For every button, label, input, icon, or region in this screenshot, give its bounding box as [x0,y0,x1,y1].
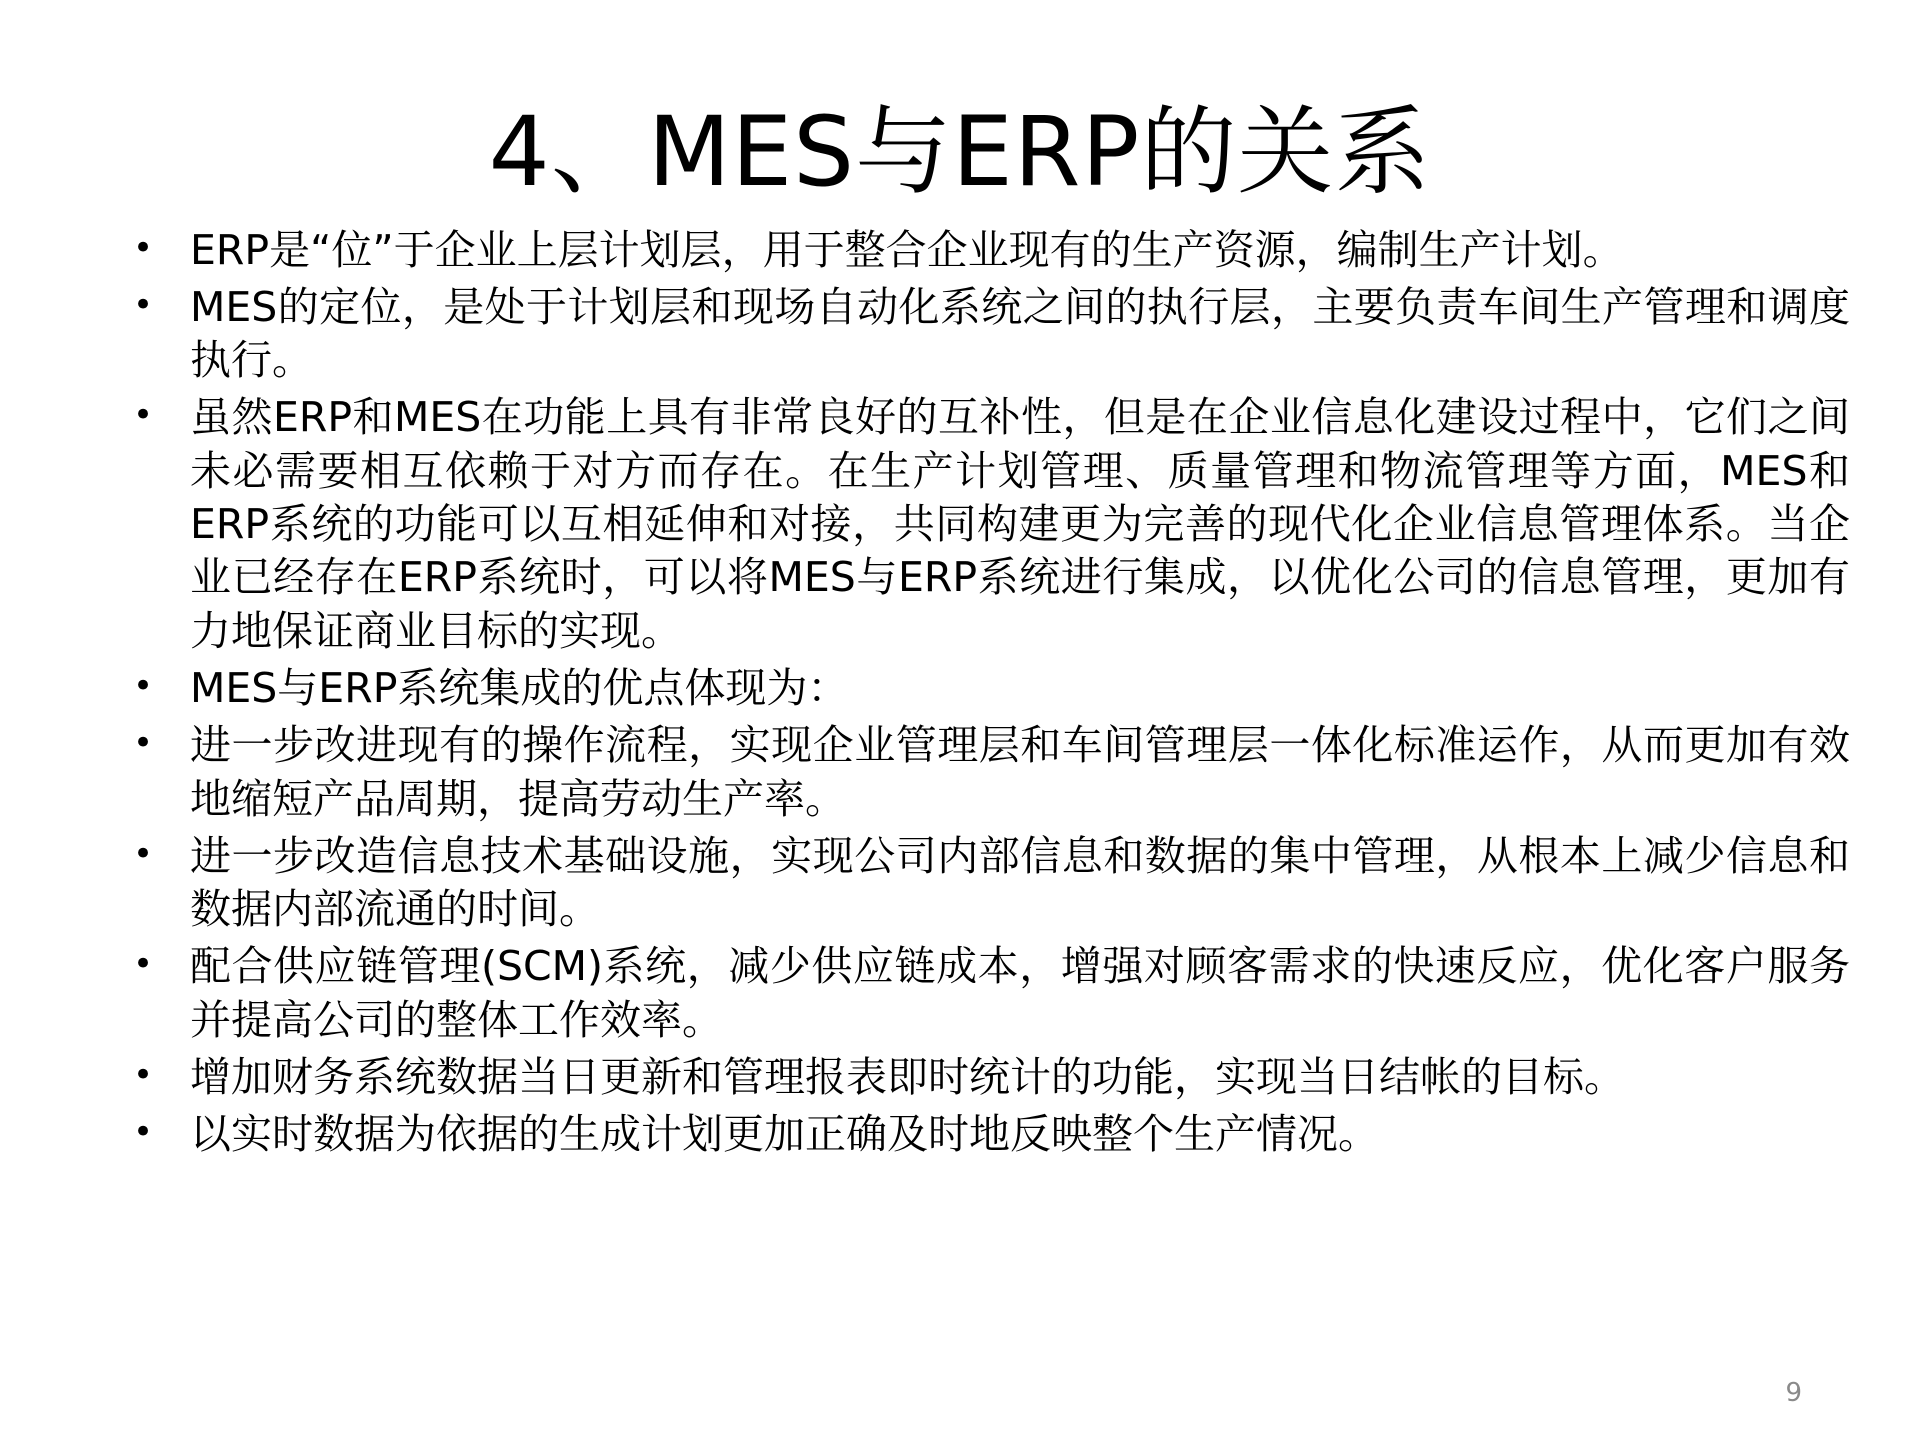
list-item-text: 进一步改进现有的操作流程，实现企业管理层和车间管理层一体化标准运作，从而更加有效地缩短产品周期，提高劳动生产率。 [190,721,1850,823]
bullet-icon: • [133,944,154,985]
list-item [105,391,1850,657]
list-item-text: 进一步改造信息技术基础设施，实现公司内部信息和数据的集中管理，从根本上减少信息和数据内部流通的时间。 [190,831,1850,934]
list-item [105,1108,1850,1161]
bullet-icon: • [133,284,154,325]
bullet-icon: • [133,1112,154,1153]
list-item-text: 配合供应链管理(SCM)系统，减少供应链成本，增强对顾客需求的快速反应，优化客户服务并提高公司的整体工作效率。 [190,942,1850,1044]
bullet-icon: • [133,1055,154,1096]
bullet-icon: • [133,665,154,706]
list-item [105,224,1850,277]
list-item-text: 虽然ERP和MES在功能上具有非常良好的互补性，但是在企业信息化建设过程中，它们之间未必需要相互依赖于对方而存在。在生产计划管理、质量管理和物流管理等方面，MES和ERP系统的功能可以互相延伸和对接，共同构建更为完善的现代化企业信息管理体系。当企业已经存在ERP系统时，可以将MES与ERP系统进行集成，以优化公司的信息管理，更加有力地保证商业目标的实现。 [190,393,1850,655]
list-item-text: MES的定位，是处于计划层和现场自动化系统之间的执行层，主要负责车间生产管理和调度执行。 [190,282,1850,385]
bullet-icon: • [133,833,154,874]
list-item-text: 以实时数据为依据的生成计划更加正确及时地反映整个生产情况。 [190,1110,1379,1159]
bullet-icon: • [133,227,154,268]
bullet-icon: • [133,723,154,764]
list-item-text: ERP是“位”于企业上层计划层，用于整合企业现有的生产资源，编制生产计划。 [190,225,1624,274]
list-item [105,830,1850,937]
list-item [105,281,1850,388]
page-title: 4、MES与ERP的关系 [488,96,1432,208]
bullet-icon: • [133,395,154,436]
page-number: 9 [1785,1378,1802,1408]
list-item [105,1051,1850,1104]
list-item-text: 增加财务系统数据当日更新和管理报表即时统计的功能，实现当日结帐的目标。 [190,1053,1625,1102]
list-item-text: MES与ERP系统集成的优点体现为： [190,663,849,712]
list-item [105,719,1850,826]
bullet-list [0,224,1920,1162]
list-item [105,940,1850,1047]
list-item [105,662,1850,715]
